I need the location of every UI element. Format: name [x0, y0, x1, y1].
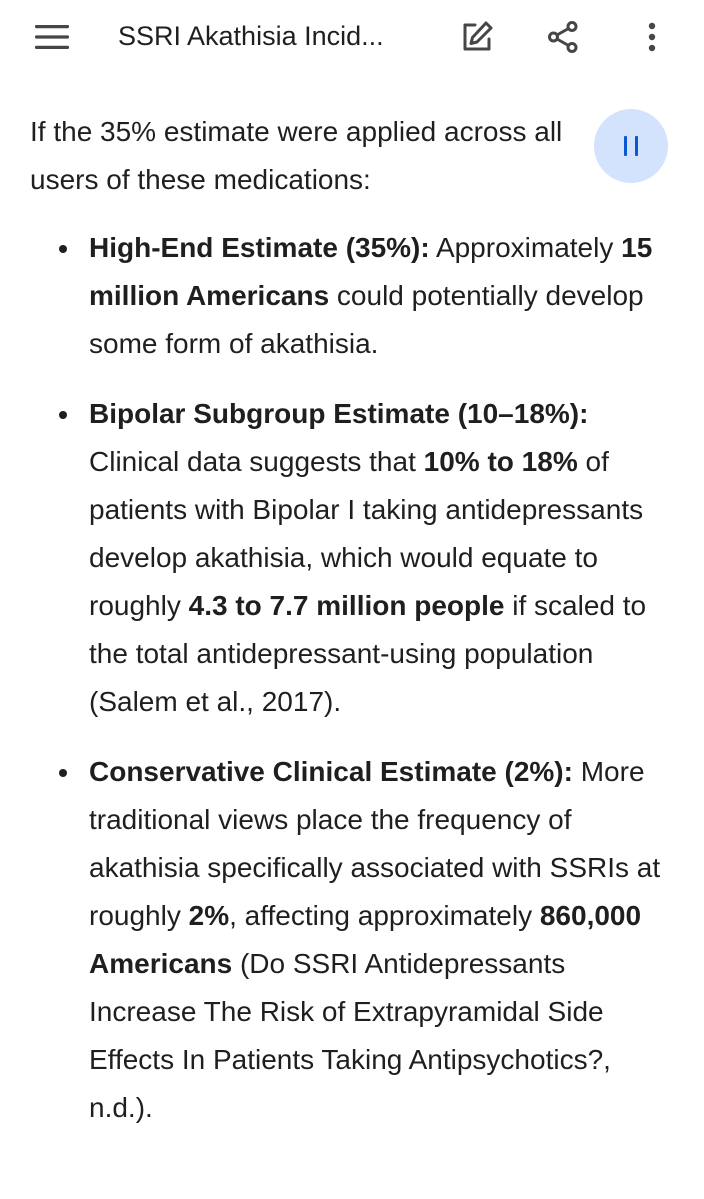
bullet-emphasis: 860,000 Americans [89, 900, 642, 979]
page-title: SSRI Akathisia Incid... [118, 21, 384, 51]
bullet-text: could potentially develop some form of akathisia. [89, 280, 644, 359]
bullet-emphasis: 15 million Americans [89, 232, 653, 311]
bullet-text: More traditional views place the frequency of akathisia specifically associated with SSRIs at roughly [89, 756, 661, 931]
bullet-text: Approximately [429, 232, 622, 263]
share-icon[interactable] [539, 13, 587, 61]
pause-icon [620, 136, 642, 156]
bullet-emphasis: 2% [188, 900, 230, 931]
list-item-bipolar-estimate [30, 390, 670, 726]
document-body [30, 108, 670, 1154]
bullet-heading: Bipolar Subgroup Estimate (10–18%): [89, 398, 589, 429]
top-app-bar [0, 0, 704, 76]
list-item-high-end-estimate [30, 224, 670, 368]
bullet-heading: Conservative Clinical Estimate (2%): [89, 756, 573, 787]
edit-icon[interactable] [453, 13, 501, 61]
bullet-emphasis: 4.3 to 7.7 million people [188, 590, 505, 621]
estimate-list [30, 224, 670, 1132]
more-vert-icon[interactable] [628, 13, 676, 61]
bullet-emphasis: 10% to 18% [423, 446, 578, 477]
bullet-heading: High-End Estimate (35%): [89, 232, 430, 263]
bullet-text: of patients with Bipolar I taking antidepressants develop akathisia, which would equate to roughly [89, 446, 644, 621]
intro-paragraph: If the 35% estimate were applied across all users of these medications: [30, 116, 563, 195]
bullet-text: , affecting approximately [229, 900, 540, 931]
hamburger-menu-icon[interactable] [28, 13, 76, 61]
bullet-text: Clinical data suggests that [89, 446, 424, 477]
pause-button[interactable] [594, 109, 668, 183]
list-item-conservative-estimate [30, 748, 670, 1132]
bullet-text: (Do SSRI Antidepressants Increase The Risk of Extrapyramidal Side Effects In Patients Taking Antipsychotics?, n.d.). [89, 948, 611, 1123]
bullet-text: if scaled to the total antidepressant-using population (Salem et al., 2017). [89, 590, 647, 717]
